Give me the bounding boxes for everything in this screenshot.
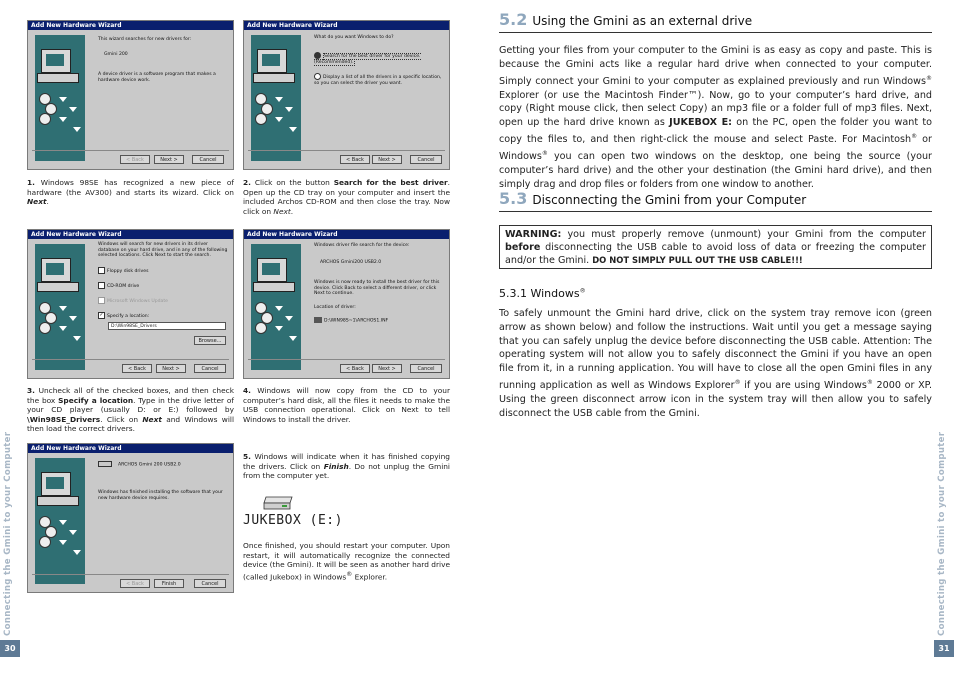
wizard-illustration — [35, 35, 85, 161]
wizard-title: Add New Hardware Wizard — [244, 230, 449, 239]
caption-step-1: 1. Windows 98SE has recognized a new piece of hardware (the AV300) and starts its wizard. Click on Next. — [27, 178, 234, 207]
wizard-text: A device driver is a software program that makes a hardware device work. — [98, 72, 216, 83]
cancel-button[interactable]: Cancel — [194, 579, 226, 588]
back-button[interactable]: < Back — [120, 155, 150, 164]
wizard-text: Windows will search for new drivers in its driver database on your hard drive, and in any of the following selected locations. Click Next to start the search. — [98, 242, 228, 259]
wizard-title: Add New Hardware Wizard — [28, 444, 233, 453]
back-button[interactable]: < Back — [340, 364, 370, 373]
next-button[interactable]: Next > — [156, 364, 186, 373]
cancel-button[interactable]: Cancel — [194, 364, 226, 373]
caption-step-3: 3. Uncheck all of the checked boxes, and then check the box Specify a location. Type in the drive letter of your CD player (usually D: or E:) followed by \Win98SE_Drivers. Click on Next and Windows will then load the correct drivers. — [27, 386, 234, 434]
caption-step-4: 4. Windows will now copy from the CD to your computer’s hard disk, all the files it needs to make the USB connection operational. Click on Next to tell Windows to install the driver. — [243, 386, 450, 424]
wizard-illustration — [35, 244, 85, 370]
wizard-illustration — [35, 458, 85, 584]
heading-rule — [499, 32, 932, 33]
location-input[interactable]: D:\Win98SE_Drivers — [108, 322, 226, 330]
next-button[interactable]: Next > — [372, 155, 402, 164]
hard-drive-icon — [262, 495, 294, 511]
wizard-text: This wizard searches for new drivers for: — [98, 37, 192, 42]
section-5-3-1-paragraph: To safely unmount the Gmini hard drive, click on the system tray remove icon (green arrow as shown below) and follow the instructions. Wait until you get a message saying that you can safely unplug the device before disconnecting the USB cable. Attention: The operating system will not allow you to safely disconnect the Gmini if you have an open file from it, in a running application. You will have to close all the open Gmini files in any running application as well as Windows Explorer® if you are using Windows® 2000 or XP. Using the green disconnect arrow icon in the system tray will then allow you to safely disconnect the USB cable from the Gmini. — [499, 308, 932, 419]
jukebox-drive-label: JUKEBOX (E:) — [243, 513, 343, 528]
back-button[interactable]: < Back — [340, 155, 370, 164]
checkbox-cdrom[interactable]: CD-ROM drive — [98, 282, 228, 290]
warning-box: WARNING: you must properly remove (unmount) your Gmini from the computer before disconnecting the USB cable to avoid loss of data or freezing the computer and/or the Gmini. DO NOT SIMPLY PULL OUT THE USB CABLE!!! — [499, 225, 932, 269]
checkbox-floppy[interactable]: Floppy disk drives — [98, 267, 228, 275]
wizard-device: ARCHOS Gmini200 USB2.0 — [320, 260, 382, 265]
heading-rule — [499, 211, 932, 212]
wizard-screenshot-5 — [27, 443, 234, 593]
cancel-button[interactable]: Cancel — [410, 155, 442, 164]
wizard-device: Gmini 200 — [104, 52, 128, 57]
next-button[interactable]: Next > — [372, 364, 402, 373]
browse-button[interactable]: Browse... — [194, 336, 226, 345]
driver-location-value: D:\WIN98S~1\ARCHOS1.INF — [314, 317, 446, 324]
section-heading-5-2: 5.2 Using the Gmini as an external drive — [499, 10, 753, 29]
back-button[interactable]: < Back — [122, 364, 152, 373]
wizard-screenshot-4 — [243, 229, 450, 379]
wizard-title: Add New Hardware Wizard — [28, 21, 233, 30]
side-label-right: Connecting the Gmini to your Computer — [937, 431, 947, 636]
wizard-screenshot-1 — [27, 20, 234, 170]
wizard-screenshot-3 — [27, 229, 234, 379]
radio-option-search[interactable]: Search for the best driver for your device. (Recommended). — [314, 54, 421, 65]
wizard-text: Windows has finished installing the software that your new hardware device requires. — [98, 490, 223, 501]
wizard-illustration — [251, 244, 301, 370]
wizard-screenshot-2 — [243, 20, 450, 170]
wizard-title: Add New Hardware Wizard — [28, 230, 233, 239]
page-number-right: 31 — [934, 640, 954, 657]
usb-icon — [98, 461, 112, 467]
caption-step-2: 2. Click on the button Search for the best driver. Open up the CD tray on your computer and insert the included Archos CD-ROM and then close the tray. Now click on Next. — [243, 178, 450, 216]
wizard-device: ARCHOS Gmini 200 USB2.0 — [98, 461, 228, 468]
section-5-2-paragraph: Getting your files from your computer to the Gmini is as easy as copy and paste. This is because the Gmini acts like a regular hard drive when connected to your computer. Simply connect your Gmini to your computer as explained previously and run Windows® Explorer (or use the Macintosh Finder™). Now, go to your computer’s hard drive, and copy (Right mouse click, then select Copy) an mp3 file or a folder full of mp3 files. Next, open up the hard drive known as JUKEBOX E: on the PC, open the folder you want to copy the files to, and then right-click the mouse and select Paste. For Macintosh® or Windows® you can open two windows on the desktop, one being the source (your computer’s hard drive) and the other your destination (the Gmini hard drive), and then simply drag and drop files or folders from one window to another. — [499, 45, 932, 190]
checkbox-specify-location[interactable]: ✓ Specify a location: — [99, 312, 150, 319]
wizard-text: Windows is now ready to install the best driver for this device. Click Back to select a different driver, or click Next to continue. — [314, 280, 440, 297]
radio-option-list[interactable]: Display a list of all the drivers in a specific location, so you can select the driver you want. — [314, 75, 442, 86]
caption-step-5: 5. Windows will indicate when it has finished copying the drivers. Click on Finish. Do not unplug the Gmini from the computer yet. — [243, 452, 450, 481]
back-button[interactable]: < Back — [120, 579, 150, 588]
page-number-left: 30 — [0, 640, 20, 657]
checkbox-windows-update[interactable]: Microsoft Windows Update — [98, 297, 228, 305]
cancel-button[interactable]: Cancel — [192, 155, 224, 164]
wizard-title: Add New Hardware Wizard — [244, 21, 449, 30]
finish-button[interactable]: Finish — [154, 579, 184, 588]
wizard-illustration — [251, 35, 301, 161]
wizard-question: What do you want Windows to do? — [314, 35, 394, 40]
section-heading-5-3: 5.3 Disconnecting the Gmini from your Computer — [499, 189, 807, 208]
caption-restart: Once finished, you should restart your computer. Upon restart, it will automatically recognize the connected device (the Gmini). It will be seen as another hard drive (called Jukebox) in Windows® Explorer. — [243, 541, 450, 582]
side-label-left: Connecting the Gmini to your Computer — [3, 431, 13, 636]
cancel-button[interactable]: Cancel — [410, 364, 442, 373]
subsection-heading-5-3-1: 5.3.1 Windows® — [499, 287, 586, 300]
wizard-text: Windows driver file search for the device: — [314, 243, 410, 248]
driver-location-label: Location of driver: — [314, 305, 356, 310]
disk-icon — [314, 317, 322, 323]
next-button[interactable]: Next > — [154, 155, 184, 164]
